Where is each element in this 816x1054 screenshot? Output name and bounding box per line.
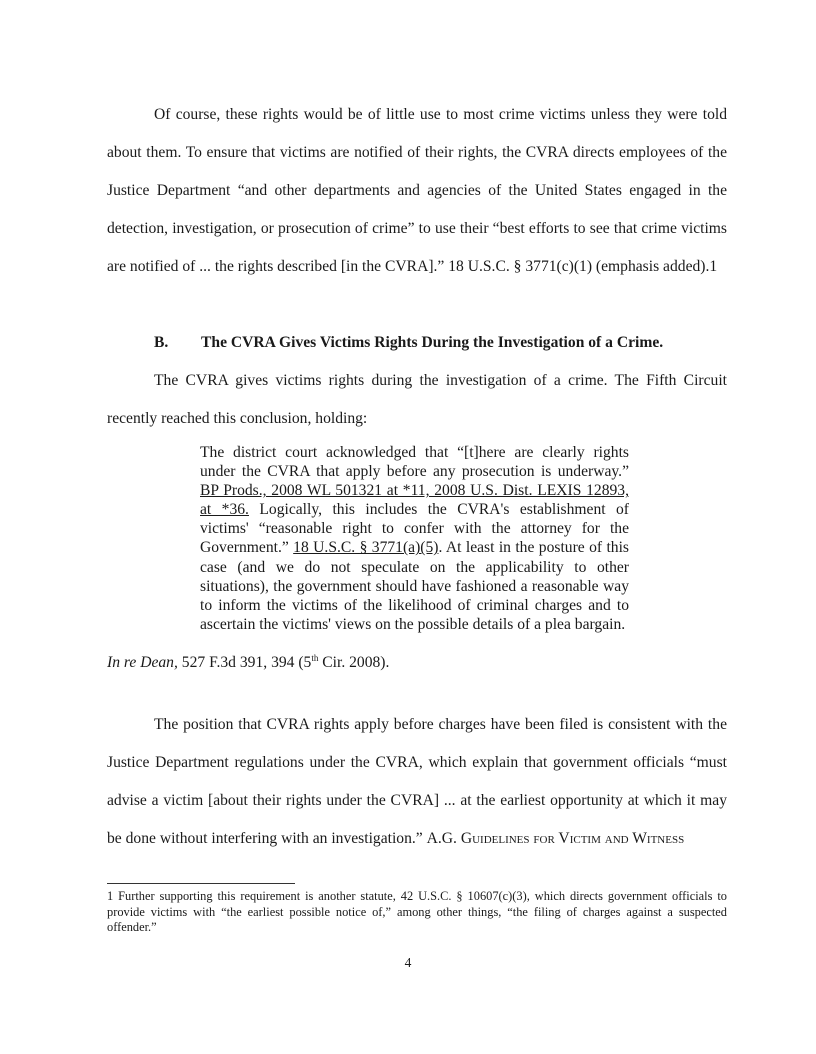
case-court-year: Cir. 2008).: [318, 654, 390, 671]
guidelines-title: A.G. Guidelines for Victim and Witness: [426, 830, 685, 847]
paragraph-text: The position that CVRA rights apply before charges have been filed is consistent with the Justice Department regulations under the CVRA, which explain that government officials “must advise a victim [about their rights under the CVRA] ... at the earliest opportunity at which it may be done without interfering with an investigation.”: [107, 716, 727, 847]
case-name: In re Dean,: [107, 654, 178, 671]
paragraph-doj-regulations: [107, 706, 727, 858]
quote-text-3: . At least in the posture of this case (and we do not speculate on the applicability to other situations), the government should have fashioned a reasonable way to inform the victims of the likelihood of criminal charges and to ascertain the victims' views on the possible details of a plea bargain.: [200, 539, 630, 633]
ordinal-suffix: th: [311, 653, 319, 663]
case-citation: [107, 644, 389, 682]
section-title: The CVRA Gives Victims Rights During the Investigation of a Crime.: [201, 334, 664, 351]
paragraph-rights-notification: [107, 96, 727, 286]
section-heading: [154, 324, 663, 362]
quote-text-2: Logically, this includes the CVRA's establishment of victims' “reasonable right to confer with the attorney for the Government.”: [200, 501, 629, 557]
footnote-text: Further supporting this requirement is another statute, 42 U.S.C. § 10607(c)(3), which directs government officials to provide victims with “the earliest possible notice of,” among other things, “the filing of charges against a suspected offender.”: [107, 889, 727, 935]
paragraph-text: Of course, these rights would be of little use to most crime victims unless they were told about them. To ensure that victims are notified of their rights, the CVRA directs employees of the Justice Department “and other departments and agencies of the United States engaged in the detection, investigation, or prosecution of crime” to use their “best efforts to see that crime victims are notified of ... the rights described [in the CVRA].” 18 U.S.C. § 3771(c)(1) (emphasis added).: [107, 106, 727, 275]
footnote-reference[interactable]: 1: [709, 258, 718, 275]
quote-text-1: The district court acknowledged that “[t]here are clearly rights under the CVRA that apply before any prosecution is underway.”: [200, 444, 629, 481]
citation-link-bp-prods[interactable]: BP Prods., 2008 WL 501321 at *11, 2008 U.S. Dist. LEXIS 12893, at *36.: [200, 482, 629, 519]
case-reporter: 527 F.3d 391, 394 (5: [177, 654, 312, 671]
paragraph-fifth-circuit: The CVRA gives victims rights during the investigation of a crime. The Fifth Circuit recently reached this conclusion, holding:: [107, 372, 727, 427]
section-number: B.: [154, 334, 169, 351]
footnote-number: 1: [107, 889, 114, 903]
citation-link-usc[interactable]: 18 U.S.C. § 3771(a)(5): [293, 539, 439, 557]
block-quote: [200, 443, 629, 634]
footnote-divider: [107, 883, 295, 884]
footnote: [107, 889, 727, 936]
page-number: 4: [404, 955, 412, 970]
